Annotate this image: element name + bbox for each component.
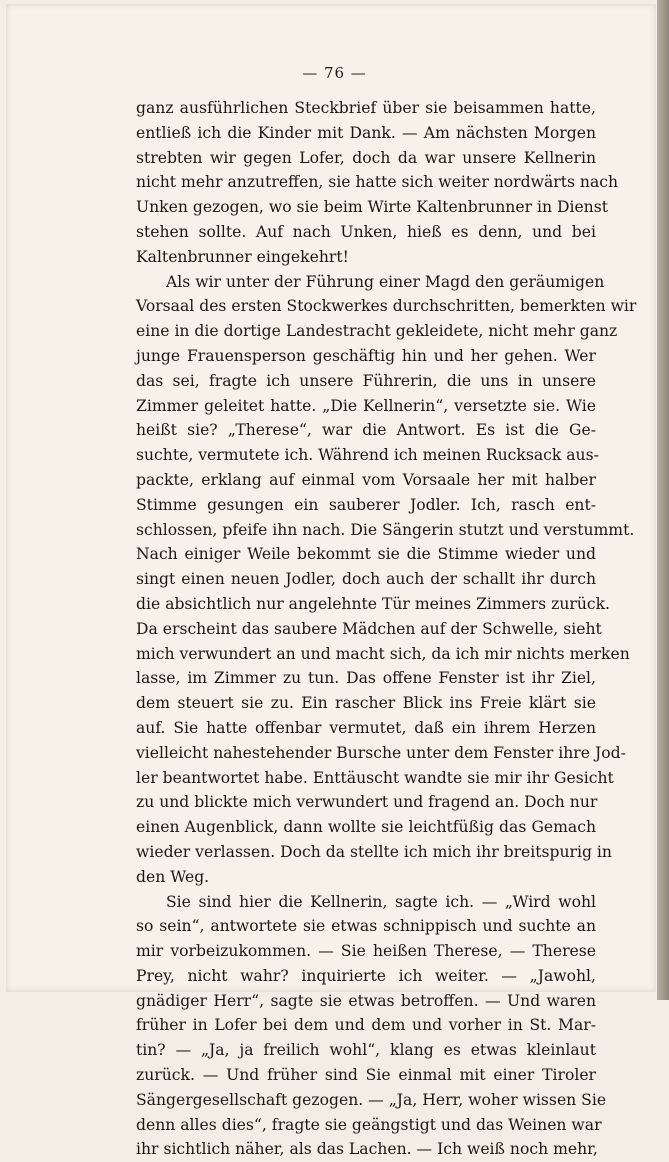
text-line: dem steuert sie zu. Ein rascher Blick ins Freie klärt sie xyxy=(136,694,596,713)
text-line: Kaltenbrunner eingekehrt! xyxy=(136,247,349,266)
book-gutter xyxy=(657,0,669,1000)
text-line: Sie sind hier die Kellnerin, sagte ich. — „Wird wohl xyxy=(166,892,596,911)
text-line: nicht mehr anzutreffen, sie hatte sich weiter nordwärts nach xyxy=(136,173,619,192)
text-line: das sei, fragte ich unsere Führerin, die uns in unsere xyxy=(136,371,596,390)
text-line: Vorsaal des ersten Stockwerkes durchschritten, bemerkten wir xyxy=(136,297,637,316)
text-line: so sein“, antwortete sie etwas schnippisch und suchte an xyxy=(136,917,596,936)
text-line: Da erscheint das saubere Mädchen auf der Schwelle, sieht xyxy=(136,619,602,638)
text-line: lasse, im Zimmer zu tun. Das offene Fenster ist ihr Ziel, xyxy=(136,669,596,688)
text-line: Zimmer geleitet hatte. „Die Kellnerin“, versetzte sie. Wie xyxy=(136,396,596,415)
text-line: suchte, vermutete ich. Während ich meinen Rucksack aus- xyxy=(136,446,599,465)
page-number: — 76 — xyxy=(302,64,367,82)
text-line: Stimme gesungen ein sauberer Jodler. Ich, rasch ent- xyxy=(136,495,596,514)
text-line: Sängergesellschaft gezogen. — „Ja, Herr, woher wissen Sie xyxy=(136,1090,607,1109)
text-line: wieder verlassen. Doch da stellte ich mich ihr breitspurig in xyxy=(136,842,612,861)
text-line: mir vorbeizukommen. — Sie heißen Therese, — Therese xyxy=(136,942,596,961)
text-line: einen Augenblick, dann wollte sie leichtfüßig das Gemach xyxy=(136,818,596,837)
text-line: tin? — „Ja, ja freilich wohl“, klang es etwas kleinlaut xyxy=(136,1041,596,1060)
text-line: vielleicht nahestehender Bursche unter dem Fenster ihre Jod- xyxy=(136,743,626,762)
text-line: zurück. — Und früher sind Sie einmal mit einer Tiroler xyxy=(136,1066,596,1085)
text-line: stehen sollte. Auf nach Unken, hieß es denn, und bei xyxy=(136,222,596,241)
text-line: zu und blickte mich verwundert und fragend an. Doch nur xyxy=(136,793,598,812)
text-line: den Weg. xyxy=(136,867,210,886)
text-line: denn alles dies“, fragte sie geängstigt und das Weinen war xyxy=(136,1115,602,1134)
text-line: entließ ich die Kinder mit Dank. — Am nächsten Morgen xyxy=(136,123,596,142)
text-line: singt einen neuen Jodler, doch auch der schallt ihr durch xyxy=(136,570,596,589)
text-line: mich verwundert an und macht sich, da ich mir nichts merken xyxy=(136,644,630,663)
text-line: früher in Lofer bei dem und dem und vorher in St. Mar- xyxy=(136,1016,596,1035)
text-line: heißt sie? „Therese“, war die Antwort. Es ist die Ge- xyxy=(136,421,596,440)
text-line: auf. Sie hatte offenbar vermutet, daß ein ihrem Herzen xyxy=(136,718,596,737)
text-line: junge Frauensperson geschäftig hin und her gehen. Wer xyxy=(136,346,596,365)
text-line: schlossen, pfeife ihn nach. Die Sängerin stutzt und verstummt. xyxy=(136,520,635,539)
text-line: Prey, nicht wahr? inquirierte ich weiter. — „Jawohl, xyxy=(136,966,596,985)
text-line: packte, erklang auf einmal vom Vorsaale her mit halber xyxy=(136,470,596,489)
text-line: ihr sichtlich näher, als das Lachen. — Ich weiß noch mehr, xyxy=(136,1140,598,1159)
text-line: strebten wir gegen Lofer, doch da war unsere Kellnerin xyxy=(136,148,596,167)
text-line: ler beantwortet habe. Enttäuscht wandte sie mir ihr Gesicht xyxy=(136,768,614,787)
text-line: ganz ausführlichen Steckbrief über sie beisammen hatte, xyxy=(136,99,596,117)
text-line: die absichtlich nur angelehnte Tür meines Zimmers zurück. xyxy=(136,594,610,613)
text-line: gnädiger Herr“, sagte sie etwas betroffen. — Und waren xyxy=(136,991,596,1010)
text-line: Unken gezogen, wo sie beim Wirte Kaltenbrunner in Dienst xyxy=(136,198,608,217)
text-line: Nach einiger Weile bekommt sie die Stimme wieder und xyxy=(136,545,596,564)
text-line: eine in die dortige Landestracht gekleidete, nicht mehr ganz xyxy=(136,322,618,341)
text-line: Als wir unter der Führung einer Magd den geräumigen xyxy=(166,272,605,291)
body-text xyxy=(136,96,637,1162)
